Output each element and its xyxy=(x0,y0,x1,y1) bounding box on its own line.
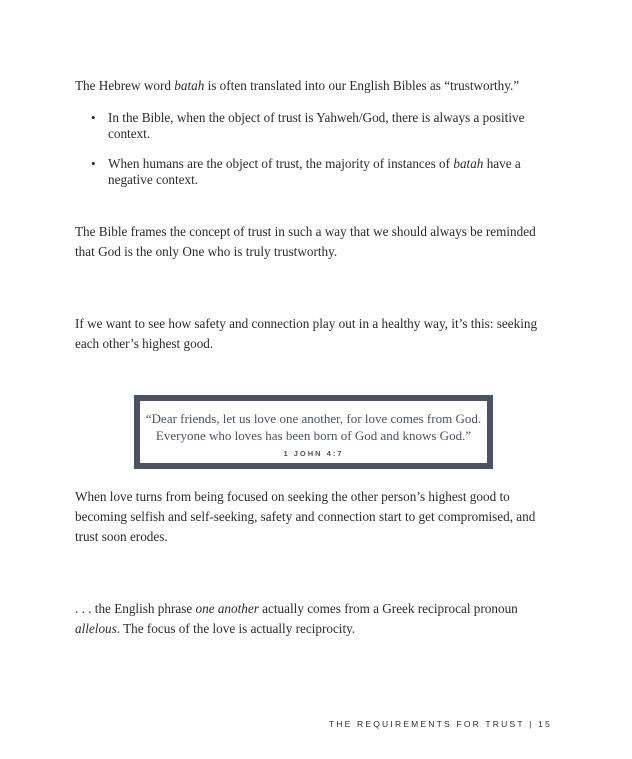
scripture-quote-box xyxy=(134,395,493,469)
text-span: When humans are the object of trust, the majority of instances of xyxy=(108,156,454,171)
paragraph-love-turns: When love turns from being focused on seeking the other person’s highest good to becoming selfish and self-seeking, safety and connection start to get compromised, and trust soon erodes. xyxy=(75,489,536,544)
text-span: . The focus of the love is actually reciprocity. xyxy=(116,621,356,636)
bullet-text xyxy=(108,156,538,188)
quote-line-1: “Dear friends, let us love one another, for love comes from God. xyxy=(145,411,482,426)
running-head: THE REQUIREMENTS FOR TRUST xyxy=(328,719,525,729)
hebrew-term: batah xyxy=(453,156,484,171)
text-span: . . . the English phrase xyxy=(75,601,196,616)
greek-term: allelous xyxy=(75,621,117,636)
text-span: actually comes from a Greek reciprocal pronoun xyxy=(258,601,518,616)
quote-line-2: Everyone who loves has been born of God and knows God.” xyxy=(155,428,472,443)
text-span: The Hebrew word xyxy=(75,78,175,93)
page-footer xyxy=(329,719,552,729)
hebrew-term: batah xyxy=(174,78,205,93)
text-span: is often translated into our English Bibles as “trustworthy.” xyxy=(204,78,520,93)
footer-separator: | xyxy=(529,719,534,729)
english-phrase: one another xyxy=(195,601,259,616)
bullet-dot-icon: • xyxy=(91,156,96,171)
bullet-dot-icon: • xyxy=(91,110,96,125)
paragraph-safety-connection: If we want to see how safety and connection play out in a healthy way, it’s this: seeking each other’s highest good. xyxy=(75,316,538,351)
paragraph-batah-intro xyxy=(75,76,553,96)
page-number: 15 xyxy=(538,719,552,729)
bullet-text: In the Bible, when the object of trust is Yahweh/God, there is always a positive context. xyxy=(108,110,525,141)
quote-reference: 1 JOHN 4:7 xyxy=(283,449,344,458)
paragraph-one-another xyxy=(75,599,553,639)
paragraph-bible-frames: The Bible frames the concept of trust in such a way that we should always be reminded that God is the only One who is truly trustworthy. xyxy=(75,224,536,259)
text-span: have a negative context. xyxy=(108,156,521,187)
quote-inner xyxy=(140,401,487,463)
